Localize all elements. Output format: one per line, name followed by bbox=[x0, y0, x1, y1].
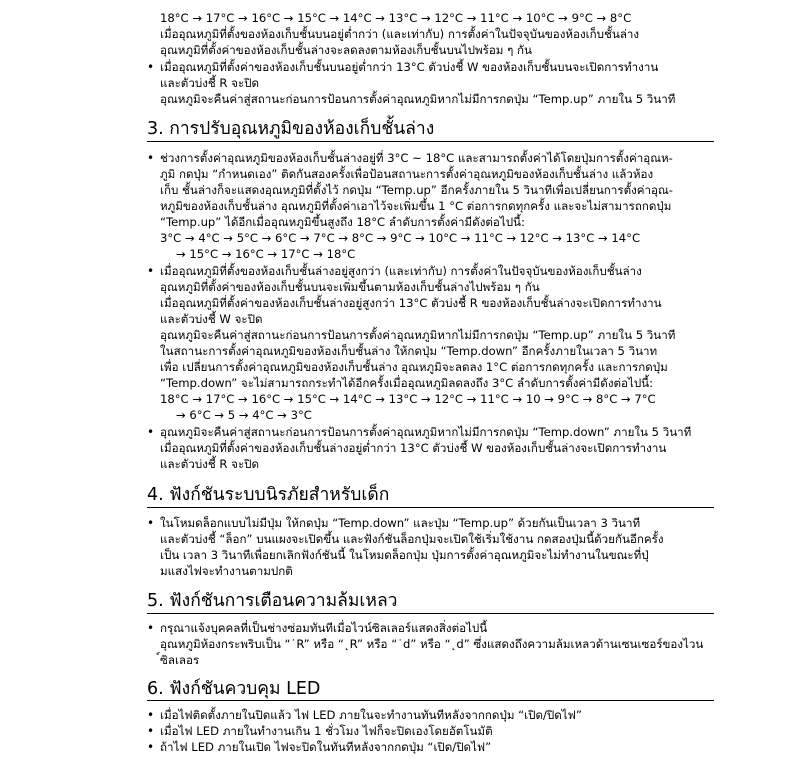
paragraph-line: เมื่ออุณหภูมิที่ตั้งค่าของห้องเก็บชั้นบนอยู่ต่ำกว่า 13°C ตัวบ่งชี้ W ของห้องเก็บชั้นบนจะเปิดการทำงาน bbox=[160, 60, 659, 74]
paragraph-line: “Temp.down” จะไม่สามารถกระทำได้อีกครั้งเมื่ออุณหภูมิลดลงถึง 3°C ลำดับการตั้งค่ามีดังต่อไปนี้: bbox=[160, 376, 654, 390]
paragraph-line: เมื่อไฟติดตั้งภายในปิดแล้ว ไฟ LED ภายในจะทำงานทันทีหลังจากกดปุ่ม “เปิด/ปิดไฟ” bbox=[160, 708, 582, 722]
paragraph-line: อุณหภูมิจะคืนค่าสู่สถานะก่อนการป้อนการตั้งค่าอุณหภูมิหากไม่มีการกดปุ่ม “Temp.down” ภายใน 5 วินาที bbox=[160, 425, 692, 439]
bullet-mark: • bbox=[147, 724, 155, 738]
temp-sequence-down: → 6°C → 5 → 4°C → 3°C bbox=[176, 408, 312, 422]
bullet-mark: • bbox=[147, 60, 155, 74]
paragraph-line: เมื่อไฟ LED ภายในทำงานเกิน 1 ชั่วโมง ไฟก็จะปิดเองโดยอัตโนมัติ bbox=[160, 724, 493, 738]
paragraph-line: ์ซิลเลอร bbox=[160, 653, 200, 667]
section-3-heading: 3. การปรับอุณหภูมิของห้องเก็บชั้นล่าง bbox=[147, 119, 435, 139]
paragraph-line: ถ้าไฟ LED ภายในเปิด ไฟจะปิดในทันทีหลังจากกดปุ่ม “เปิด/ปิดไฟ” bbox=[160, 740, 492, 754]
paragraph-line: เป็น เวลา 3 วินาทีเพื่อยกเลิกฟังก์ชันนี้ ในโหมดล็อกปุ่ม ปุ่มการตั้งค่าอุณหภูมิจะไม่ทำงานในขณะที่ปุ่ bbox=[160, 548, 649, 562]
bullet-mark: • bbox=[147, 621, 155, 635]
temp-sequence-down: 18°C → 17°C → 16°C → 15°C → 14°C → 13°C → 12°C → 11°C → 10 → 9°C → 8°C → 7°C bbox=[160, 392, 656, 406]
paragraph-line: อุณหภูมิที่ตั้งค่าของห้องเก็บชั้นล่างจะลดลงตามห้องเก็บชั้นบนไปพร้อม ๆ กัน bbox=[160, 43, 532, 57]
paragraph-line: ช่วงการตั้งค่าอุณหภูมิของห้องเก็บชั้นล่างอยู่ที่ 3°C ~ 18°C และสามารถตั้งค่าได้โดยปุ่มการตั้งค่าอุณห- bbox=[160, 151, 673, 165]
paragraph-line: ภูมิ กดปุ่ม “กำหนดเอง” ติดกันสองครั้งเพื่อป้อนสถานะการตั้งค่าอุณหภูมิของห้องเก็บชั้นล่าง แล้วห้อง bbox=[160, 167, 654, 181]
section-4-heading: 4. ฟังก์ชันระบบนิรภัยสำหรับเด็ก bbox=[147, 485, 390, 505]
paragraph-line: อุณหภูมิจะคืนค่าสู่สถานะก่อนการป้อนการตั้งค่าอุณหภูมิหากไม่มีการกดปุ่ม “Temp.up” ภายใน 5 วินาที bbox=[160, 328, 676, 342]
bullet-mark: • bbox=[147, 516, 155, 530]
paragraph-line: หภูมิของห้องเก็บชั้นล่าง อุณหภูมิที่ตั้งค่าเอาไว้จะเพิ่มขึ้น 1 °C ต่อการกดทุกครั้ง และจะไม่สามารถกดปุ่ม bbox=[160, 199, 672, 213]
paragraph-line: “Temp.up” ได้อีกเมื่ออุณหภูมิขึ้นสูงถึง 18°C ลำดับการตั้งค่ามีดังต่อไปนี้: bbox=[160, 215, 525, 229]
paragraph-line: เพื่อ เปลี่ยนการตั้งค่าอุณหภูมิของห้องเก็บชั้นล่าง อุณหภูมิจะลดลง 1°C ต่อการกดทุกครั้ง และการกดปุ่ม bbox=[160, 360, 668, 374]
paragraph-line: และตัวบ่งชี้ R จะปิด bbox=[160, 457, 260, 471]
paragraph-line: และตัวบ่งชี้ W จะปิด bbox=[160, 312, 263, 326]
paragraph-line: อุณหภูมิที่ตั้งค่าของห้องเก็บชั้นบนจะเพิ่มขึ้นตามห้องเก็บชั้นล่างไปพร้อม ๆ กัน bbox=[160, 280, 540, 294]
section-divider bbox=[147, 613, 714, 614]
paragraph-line: กรุณาแจ้งบุคคลที่เป็นช่างซ่อมทันทีเมื่อไวน์ซิลเลอร์แสดงสิ่งต่อไปนี้ bbox=[160, 621, 488, 635]
section-6-heading: 6. ฟังก์ชันควบคุม LED bbox=[147, 679, 321, 699]
section-divider bbox=[147, 141, 714, 142]
paragraph-line: อุณหภูมิจะคืนค่าสู่สถานะก่อนการป้อนการตั้งค่าอุณหภูมิหากไม่มีการกดปุ่ม “Temp.up” ภายใน 5 วินาที bbox=[160, 92, 676, 106]
temp-sequence-up: 3°C → 4°C → 5°C → 6°C → 7°C → 8°C → 9°C → 10°C → 11°C → 12°C → 13°C → 14°C bbox=[160, 231, 641, 245]
paragraph-line: ในสถานะการตั้งค่าอุณหภูมิของห้องเก็บชั้นล่าง ให้กดปุ่ม “Temp.down” อีกครั้งภายในเวลา 5 วินาท bbox=[160, 344, 658, 358]
paragraph-line: และตัวบ่งชี้ “ล็อก” บนแผงจะเปิดขึ้น และฟังก์ชันล็อกปุ่มจะเปิดใช้เริ่มใช้งาน กดสองปุ่มนี้ด้วยกันอีกครั้ง bbox=[160, 532, 664, 546]
section-divider bbox=[147, 700, 714, 701]
paragraph-line: เมื่ออุณหภูมิที่ตั้งของห้องเก็บชั้นล่างอยู่สูงกว่า (และเท่ากับ) การตั้งค่าในปัจจุบันของห้องเก็บชั้นล่าง bbox=[160, 264, 642, 278]
temp-sequence-up: → 15°C → 16°C → 17°C → 18°C bbox=[176, 247, 356, 261]
paragraph-line: มแสงไฟจะทำงานตามปกติ bbox=[160, 564, 293, 578]
bullet-mark: • bbox=[147, 151, 155, 165]
paragraph-line: เมื่ออุณหภูมิที่ตั้งค่าของห้องเก็บชั้นล่างอยู่ต่ำกว่า 13°C ตัวบ่งชี้ W ของห้องเก็บชั้นล่างจะเปิดการทำงาน bbox=[160, 441, 667, 455]
bullet-mark: • bbox=[147, 425, 155, 439]
bullet-mark: • bbox=[147, 708, 155, 722]
bullet-mark: • bbox=[147, 264, 155, 278]
section-divider bbox=[147, 507, 714, 508]
paragraph-line: เมื่ออุณหภูมิที่ตั้งของห้องเก็บชั้นบนอยู่ต่ำกว่า (และเท่ากับ) การตั้งค่าในปัจจุบันของห้องเก็บชั้นล่าง bbox=[160, 27, 640, 41]
paragraph-line: ในโหมดล็อกแบบไม่มีปุ่ม ให้กดปุ่ม “Temp.down” และปุ่ม “Temp.up” ด้วยกันเป็นเวลา 3 วินาที bbox=[160, 516, 641, 530]
section-5-heading: 5. ฟังก์ชันการเตือนความล้มเหลว bbox=[147, 591, 398, 611]
paragraph-line: เก็บ ชั้นล่างก็จะแสดงอุณหภูมิที่ตั้งไว้ กดปุ่ม “Temp.up” อีกครั้งภายใน 5 วินาทีเพื่อเปลี่ยนการตั้งค่าอุณ- bbox=[160, 183, 673, 197]
bullet-mark: • bbox=[147, 740, 155, 754]
paragraph-line: อุณหภูมิห้องกระพริบเป็น “˙R” หรือ “˛R” หรือ “˙d” หรือ “˛d” ซึ่งแสดงถึงความล้มเหลวด้านเซนเซอร์ของไวน bbox=[160, 637, 704, 651]
temp-sequence-upper: 18°C → 17°C → 16°C → 15°C → 14°C → 13°C → 12°C → 11°C → 10°C → 9°C → 8°C bbox=[160, 11, 632, 25]
paragraph-line: และตัวบ่งชี้ R จะปิด bbox=[160, 76, 260, 90]
paragraph-line: เมื่ออุณหภูมิที่ตั้งค่าของห้องเก็บชั้นล่างอยู่สูงกว่า 13°C ตัวบ่งชี้ R ของห้องเก็บชั้นล่างจะเปิดการทำงาน bbox=[160, 296, 662, 310]
